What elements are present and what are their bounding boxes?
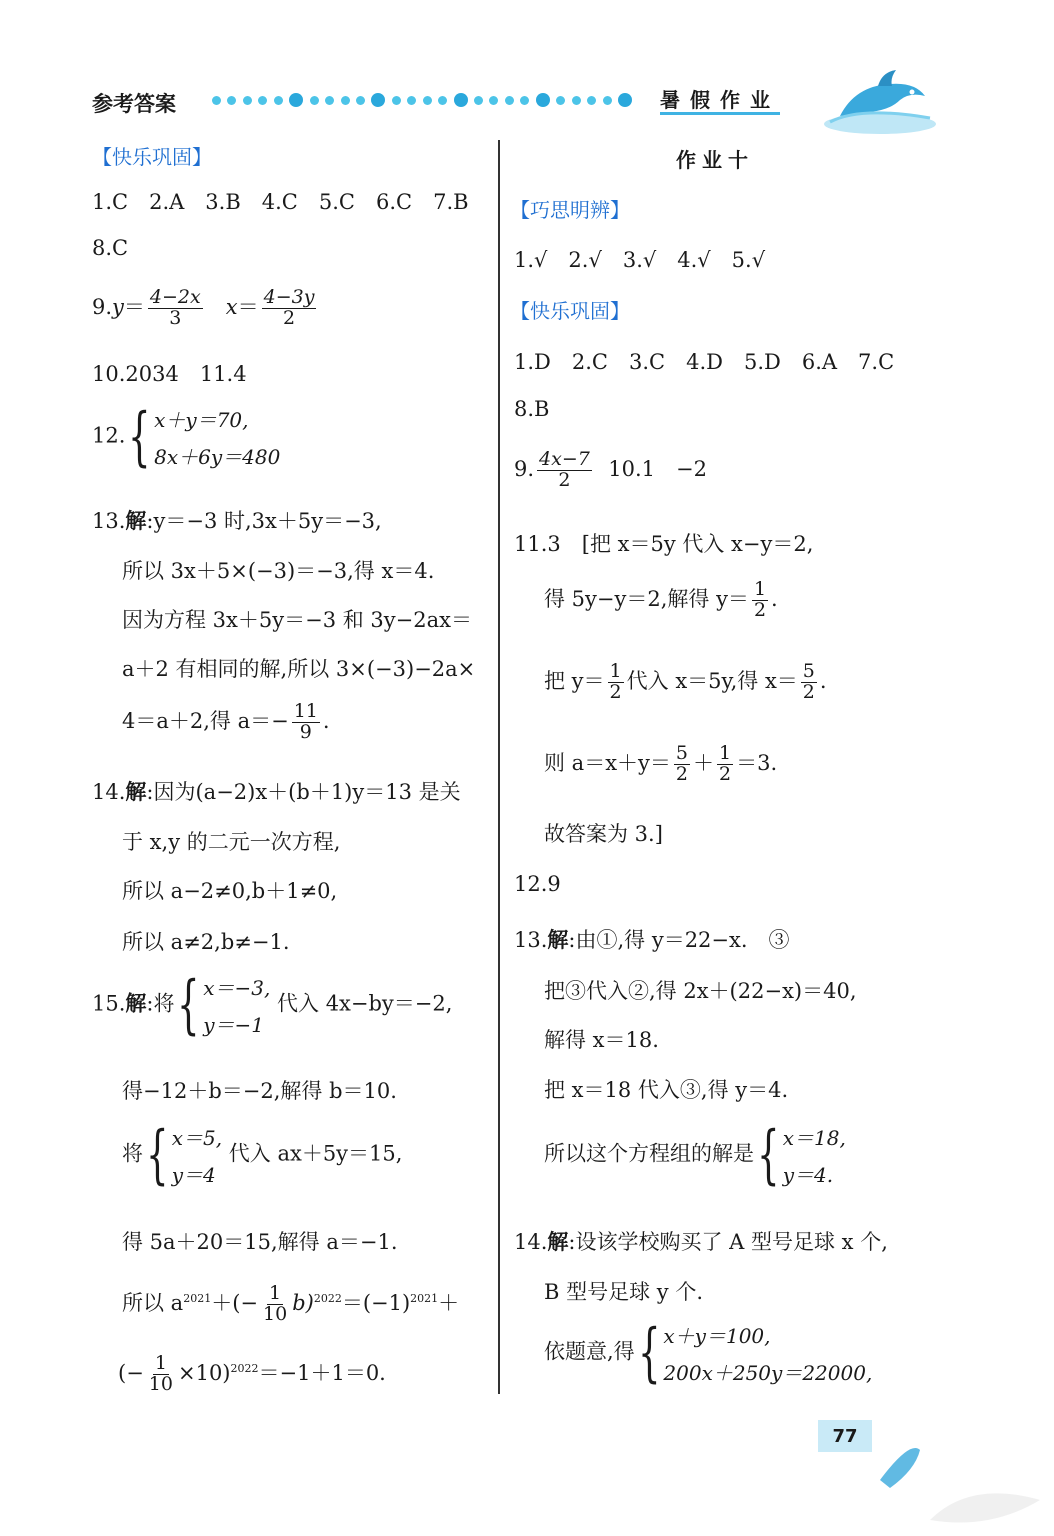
left-q15-line5: 所以 $a^{2021}+(-$ $\frac{1}{10}$ $b)^{2022}=(-1)^{2021}+$ (122, 1282, 460, 1325)
right-q13-line2: 把③代入②,得 2x＋(22−x)＝40, (544, 979, 857, 1003)
right-section1-title: 【巧思明辨】 (510, 198, 630, 222)
left-q15-line1: 15.解:将 { x＝−3, y＝−1 代入 4x−by＝−2, (92, 968, 453, 1042)
header-right-title: 暑假作业 (660, 84, 780, 113)
left-section-title: 【快乐巩固】 (92, 145, 212, 169)
left-answers-line2: 8.C (92, 236, 129, 260)
left-q13-line1: 13.解:y＝−3 时,3x＋5y＝−3, (92, 509, 382, 533)
left-q14-line1: 14.解:因为(a−2)x＋(b＋1)y＝13 是关 (92, 780, 461, 804)
right-q14-line3: 依题意,得 { x＋y＝100, 200x＋250y＝22000, (544, 1316, 873, 1390)
right-q11-line5: 故答案为 3.] (544, 822, 663, 846)
left-q9: 9.y＝ $\frac{4-2x}{3}$ x＝ $\frac{4-3y}{2}$ (92, 286, 315, 329)
right-q12: 12.9 (514, 872, 561, 896)
homework-title: 作业十 (676, 148, 754, 172)
right-q11-line4: 则 a＝x＋y＝ $\frac{5}{2}$ ＋ $\frac{1}{2}$ ＝3. (544, 742, 778, 785)
left-q13-line3: 因为方程 3x＋5y＝−3 和 3y−2ax＝ (122, 608, 472, 632)
header-left-title: 参考答案 (92, 92, 176, 116)
left-q15-line3: 将 { x＝5, y＝4 代入 ax＋5y＝15, (122, 1118, 403, 1192)
dolphin-logo-icon (820, 66, 940, 136)
column-divider (498, 140, 500, 1394)
right-q11-line2: 得 5y−y＝2,解得 y＝ $\frac{1}{2}$ . (544, 578, 778, 621)
page-number: 77 (818, 1420, 872, 1452)
right-q14-line2: B 型号足球 y 个. (544, 1280, 703, 1304)
right-q13-line4: 把 x＝18 代入③,得 y＝4. (544, 1078, 789, 1102)
left-answers-line1: 1.C 2.A 3.B 4.C 5.C 6.C 7.B (92, 190, 469, 214)
right-q9-q10: 9. $\frac{4x-7}{2}$ 10.1 −2 (514, 448, 707, 491)
left-q15-line2: 得−12＋b＝−2,解得 b＝10. (122, 1079, 397, 1103)
left-q14-line3: 所以 a−2≠0,b＋1≠0, (122, 879, 338, 903)
left-q15-line6: (− $\frac{1}{10}$ ×10)$^{2022}$＝−1＋1＝0. (118, 1352, 386, 1395)
leaf-decoration-icon (880, 1440, 1050, 1530)
right-answers-line2: 8.B (514, 397, 550, 421)
left-q13-line5: 4＝a＋2,得 a＝− $\frac{11}{9}$ . (122, 700, 330, 743)
right-check-answers: 1.√ 2.√ 3.√ 4.√ 5.√ (514, 248, 766, 272)
right-q14-line1: 14.解:设该学校购买了 A 型号足球 x 个, (514, 1230, 888, 1254)
left-q15-line4: 得 5a＋20＝15,解得 a＝−1. (122, 1230, 398, 1254)
header-dot-divider (212, 92, 632, 108)
left-q14-line4: 所以 a≠2,b≠−1. (122, 930, 290, 954)
left-q13-line4: a＋2 有相同的解,所以 3×(−3)−2a× (122, 657, 476, 681)
right-q13-line5: 所以这个方程组的解是 { x＝18, y＝4. (544, 1118, 846, 1192)
right-answers-line1: 1.D 2.C 3.C 4.D 5.D 6.A 7.C (514, 350, 895, 374)
left-q14-line2: 于 x,y 的二元一次方程, (122, 830, 341, 854)
right-q13-line3: 解得 x＝18. (544, 1028, 659, 1052)
right-q11-line3: 把 y＝ $\frac{1}{2}$ 代入 x＝5y,得 x＝ $\frac{5}{2}$ . (544, 660, 827, 703)
right-q11-line1: 11.3 [把 x＝5y 代入 x−y＝2, (514, 532, 814, 556)
right-q13-line1: 13.解:由①,得 y＝22−x. ③ (514, 928, 790, 952)
right-section2-title: 【快乐巩固】 (510, 299, 630, 323)
left-q13-line2: 所以 3x＋5×(−3)＝−3,得 x＝4. (122, 559, 435, 583)
left-q10-11: 10.2034 11.4 (92, 362, 247, 386)
left-q12: 12. { x＋y＝70, 8x＋6y＝480 (92, 400, 281, 474)
